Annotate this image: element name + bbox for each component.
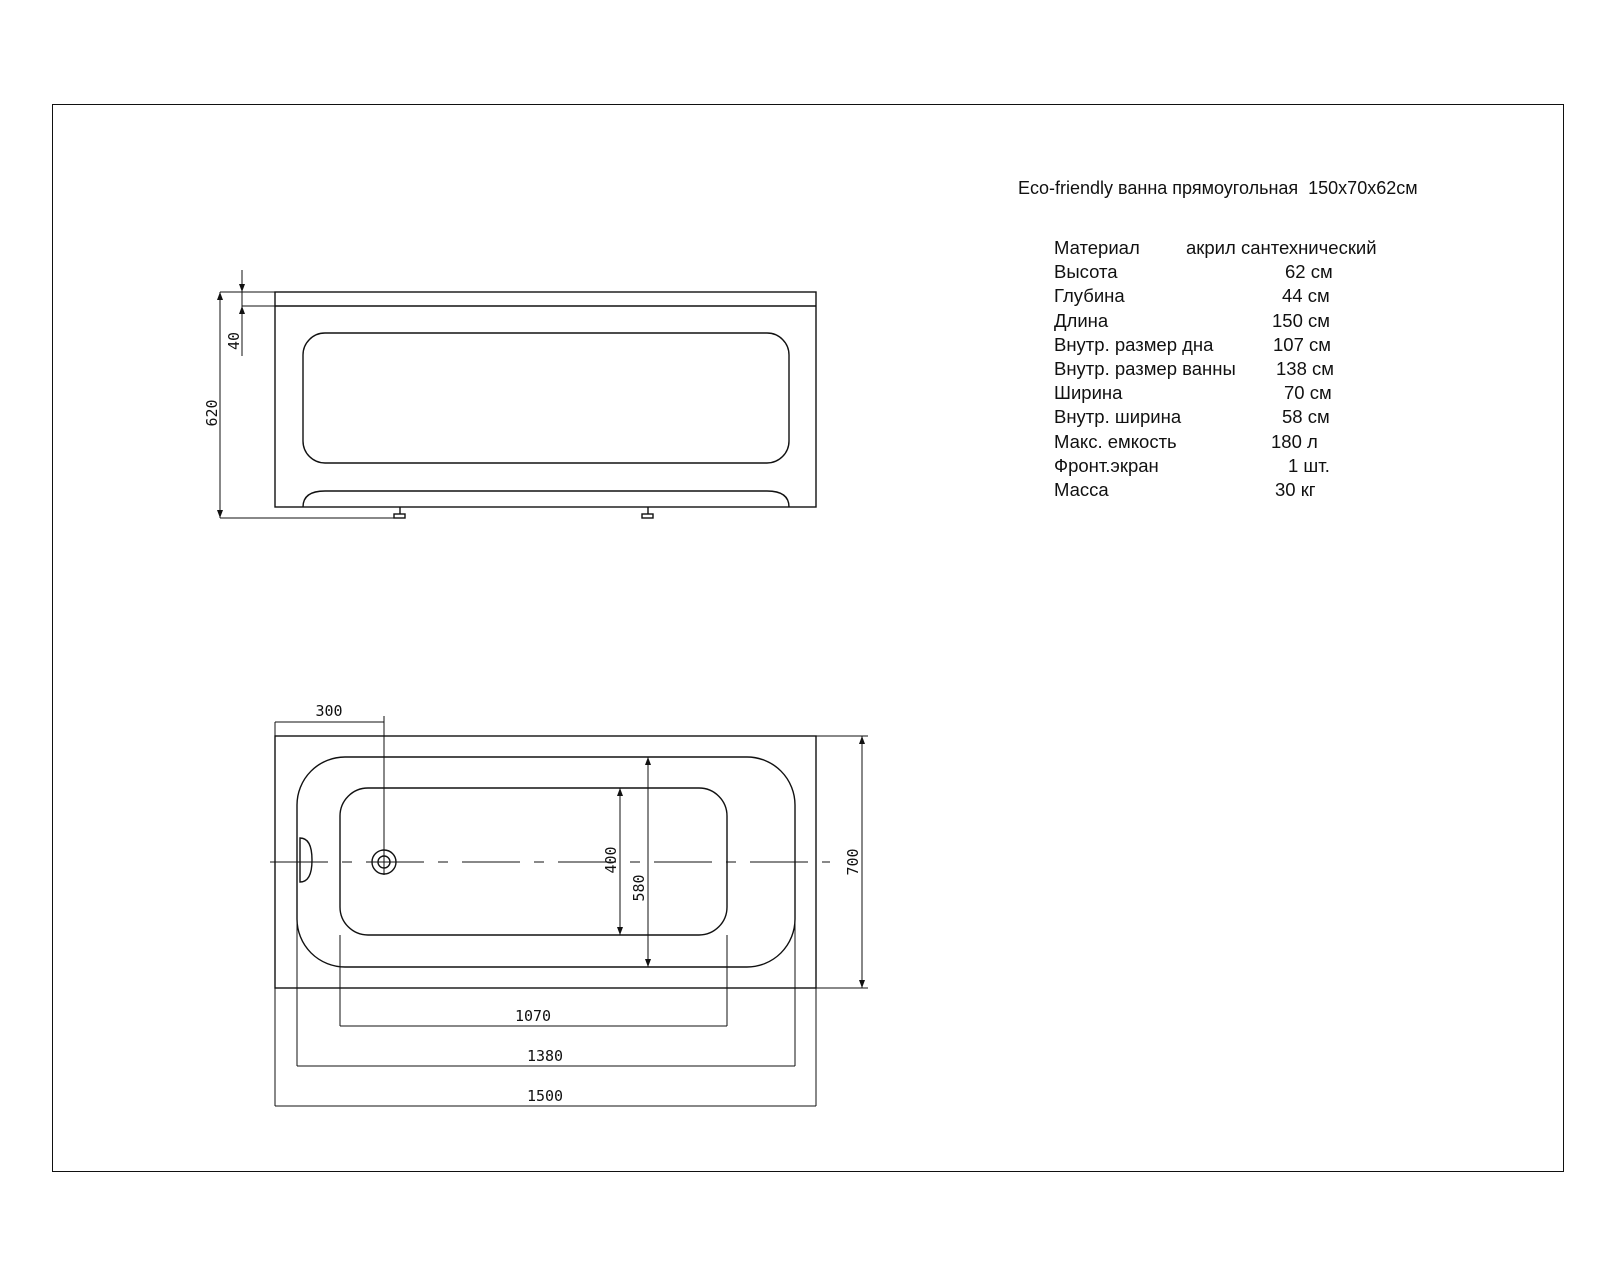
side-view <box>220 270 816 518</box>
spec-value: 150 см <box>1272 309 1330 331</box>
dim-bottom-width-label: 400 <box>602 846 620 874</box>
dim-total-length-label: 1500 <box>526 1087 564 1105</box>
top-view <box>270 716 868 1106</box>
dim-inner-length-label: 1380 <box>526 1047 564 1065</box>
spec-value: 30 кг <box>1275 478 1316 500</box>
spec-label: Материал <box>1054 237 1140 258</box>
spec-value: 70 см <box>1284 382 1332 404</box>
spec-value: 1 шт. <box>1288 454 1330 476</box>
spec-value: акрил сантехнический <box>1186 237 1377 258</box>
dim-inner-width-label: 580 <box>630 874 648 902</box>
overflow <box>300 838 312 882</box>
height-dim <box>220 270 400 518</box>
dim-total-width-label: 700 <box>844 848 862 876</box>
dim-drain-offset-label: 300 <box>315 702 343 720</box>
spec-value: 62 см <box>1285 261 1333 283</box>
dimension-arrows <box>217 284 865 988</box>
top-dims <box>275 716 868 1106</box>
foot-left <box>394 507 405 518</box>
spec-value: 44 см <box>1282 285 1330 307</box>
spec-label: Ширина <box>1054 382 1123 404</box>
spec-label: Макс. емкость <box>1054 430 1177 452</box>
spec-value: 138 см <box>1276 357 1334 379</box>
spec-value: 58 см <box>1282 406 1330 428</box>
spec-value: 180 л <box>1271 430 1318 452</box>
spec-label: Фронт.экран <box>1054 454 1159 476</box>
dim-bottom-length-label: 1070 <box>514 1007 552 1025</box>
product-title: Eco-friendly ванна прямоугольная 150x70x62см <box>1018 178 1418 198</box>
spec-label: Глубина <box>1054 285 1125 307</box>
foot-right <box>642 507 653 518</box>
dim-rim-label: 40 <box>225 331 243 351</box>
spec-label: Внутр. размер дна <box>1054 333 1214 355</box>
spec-label: Внутр. ширина <box>1054 406 1182 428</box>
front-panel-recess <box>303 333 789 463</box>
spec-label: Внутр. размер ванны <box>1054 357 1236 379</box>
side-outline <box>275 292 816 507</box>
spec-label: Длина <box>1054 309 1109 331</box>
spec-value: 107 см <box>1273 333 1331 355</box>
plinth-recess <box>303 491 789 507</box>
dim-height-label: 620 <box>203 399 221 427</box>
spec-label: Высота <box>1054 261 1118 283</box>
spec-label: Масса <box>1054 478 1109 500</box>
